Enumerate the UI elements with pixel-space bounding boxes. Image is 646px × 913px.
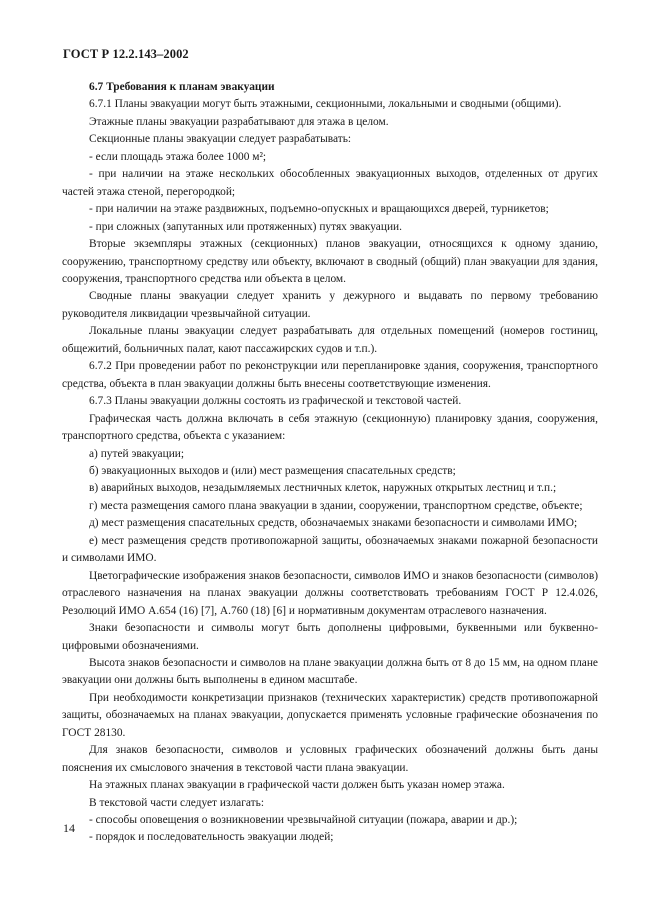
list-item: - при сложных (запутанных или протяженных) путях эвакуации.	[89, 220, 403, 233]
section-title: 6.7 Требования к планам эвакуации	[89, 81, 275, 93]
paragraph: Вторые экземпляры этажных (секционных) планов эвакуации, относящихся к одному зданию, сооружению, транспортному средству или объекту, включают в сводный (общий) план эвакуации для здания, сооружения, транспортного средства или объекта в целом.	[62, 238, 598, 285]
list-item: е) мест размещения средств противопожарной защиты, обозначаемых знаками пожарной безопасности и символами ИМО.	[62, 534, 598, 565]
list-item: а) путей эвакуации;	[89, 447, 185, 460]
paragraph: 6.7.3 Планы эвакуации должны состоять из графической и текстовой частей.	[89, 395, 462, 408]
paragraph: Сводные планы эвакуации следует хранить у дежурного и выдавать по первому требованию руководителя ликвидации чрезвычайной ситуации.	[62, 290, 598, 320]
paragraph: Секционные планы эвакуации следует разрабатывать:	[89, 133, 352, 146]
paragraph: Для знаков безопасности, символов и условных графических обозначений должны быть даны пояснения их смыслового значения в текстовой части плана эвакуации.	[62, 744, 598, 774]
list-item: - порядок и последовательность эвакуации людей;	[89, 831, 334, 844]
list-item: в) аварийных выходов, незадымляемых лестничных клеток, наружных открытых лестниц и т.п.;	[89, 482, 557, 495]
list-item: - если площадь этажа более 1000 м²;	[89, 150, 267, 163]
paragraph: 6.7.1 Планы эвакуации могут быть этажными, секционными, локальными и сводными (общими).	[89, 98, 562, 111]
paragraph: Знаки безопасности и символы могут быть дополнены цифровыми, буквенными или буквенно-цифровыми обозначениями.	[62, 622, 598, 652]
page-number: 14	[63, 821, 75, 835]
paragraph: На этажных планах эвакуации в графической части должен быть указан номер этажа.	[89, 779, 505, 792]
document-body	[62, 79, 598, 847]
paragraph: Цветографические изображения знаков безопасности, символов ИМО и знаков безопасности (символов) отраслевого назначения на планах эвакуации должны соответствовать требованиям ГОСТ Р 12.4.026, Резолюций ИМО А.654 (16) [7], А.760 (18) [6] и нормативным документам отраслевого назначения.	[62, 569, 598, 617]
document-header: ГОСТ Р 12.2.143–2002	[63, 47, 189, 61]
paragraph: Этажные планы эвакуации разрабатывают для этажа в целом.	[89, 115, 389, 128]
list-item: - способы оповещения о возникновении чрезвычайной ситуации (пожара, аварии и др.);	[89, 814, 518, 827]
list-item: г) места размещения самого плана эвакуации в здании, сооружении, транспортном средстве, объекте;	[89, 499, 583, 512]
list-item: д) мест размещения спасательных средств, обозначаемых знаками безопасности и символами ИМО;	[89, 517, 578, 530]
paragraph: Высота знаков безопасности и символов на плане эвакуации должна быть от 8 до 15 мм, на одном плане эвакуации они должны быть выполнены в едином масштабе.	[62, 656, 598, 687]
paragraph: При необходимости конкретизации признаков (технических характеристик) средств противопожарной защиты, обозначаемых на планах эвакуации, допускается применять условные графические обозначения по ГОСТ 28130.	[62, 691, 598, 739]
list-item: б) эвакуационных выходов и (или) мест размещения спасательных средств;	[89, 464, 456, 477]
list-item: - при наличии на этаже нескольких обособленных эвакуационных выходов, отделенных от других частей этажа стеной, перегородкой;	[62, 168, 598, 198]
paragraph: Графическая часть должна включать в себя этажную (секционную) планировку здания, сооружения, транспортного средства, объекта с указанием:	[62, 412, 598, 443]
paragraph: 6.7.2 При проведении работ по реконструкции или перепланировке здания, сооружения, транспортного средства, объекта в план эвакуации должны быть внесены соответствующие изменения.	[62, 360, 598, 390]
paragraph: В текстовой части следует излагать:	[89, 796, 264, 809]
paragraph: Локальные планы эвакуации следует разрабатывать для отдельных помещений (номеров гостиниц, общежитий, больничных палат, кают пассажирских судов и т.п.).	[62, 325, 598, 355]
list-item: - при наличии на этаже раздвижных, подъемно-опускных и вращающихся дверей, турникетов;	[89, 203, 549, 216]
